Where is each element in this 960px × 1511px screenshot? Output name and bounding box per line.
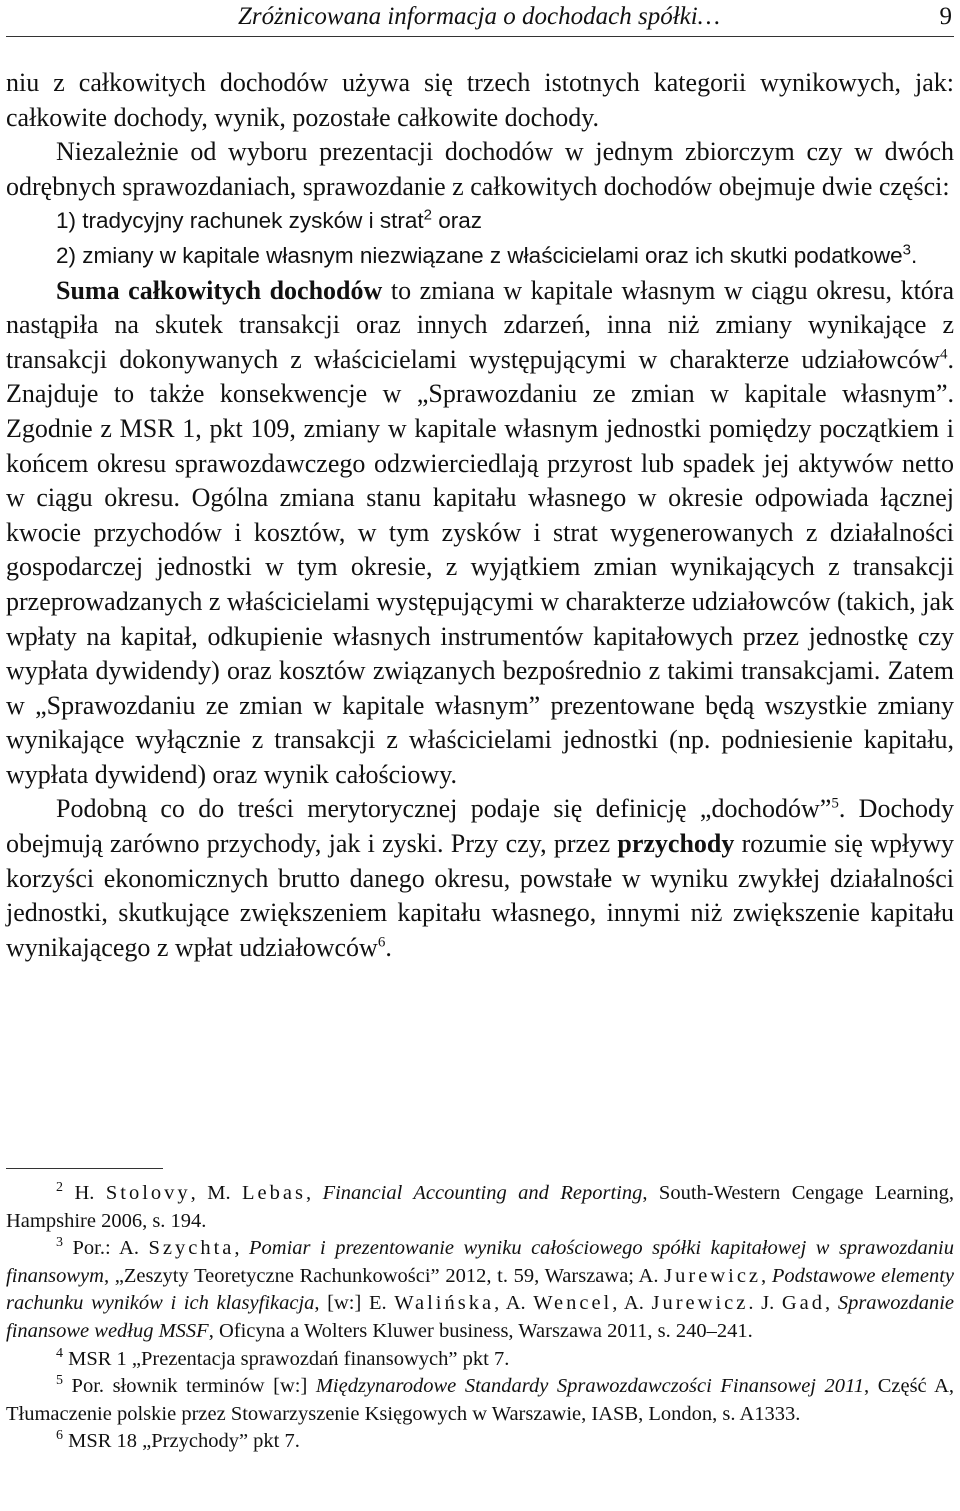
- author-name: Gad: [781, 1292, 826, 1315]
- list-item-2-tail: .: [910, 242, 918, 268]
- footnote-text: ,: [305, 1182, 323, 1204]
- footnote-6: [6, 1428, 954, 1456]
- footnote-4: [6, 1346, 954, 1374]
- footnote-number: 2: [56, 1180, 63, 1196]
- footnote-number: 5: [56, 1373, 63, 1389]
- footnote-ref-3: 3: [902, 241, 911, 259]
- author-name: Jurewicz: [664, 1264, 762, 1287]
- footnote-text: , A.: [612, 1292, 652, 1315]
- footnote-text: ,: [761, 1264, 772, 1287]
- paragraph-3-part-a: to zmiana w kapitale własnym w ciągu okresu, która nastąpiła na skutek transakcji oraz innych zdarzeń, inna niż zmiany wynikające z transakcji dokonywanych z właścicielami występującymi w charakterze udziałowców: [6, 275, 955, 374]
- footnote-ref-2: 2: [423, 206, 432, 224]
- footnote-text: , South-Western Cengage Learning, Hampshire 2006, s. 194.: [6, 1182, 955, 1232]
- footnote-2: [6, 1180, 954, 1235]
- paragraph-3: [6, 274, 954, 793]
- footnote-text: , Oficyna a Wolters Kluwer business, Warszawa 2011, s. 240–241.: [208, 1319, 753, 1342]
- term-suma-calkowitych-dochodow: Suma całkowitych dochodów: [56, 275, 383, 305]
- paragraph-4: [6, 792, 954, 965]
- footnote-ref-4: 4: [940, 346, 948, 363]
- author-name: Stolovy: [105, 1182, 191, 1204]
- footnote-rule: [6, 1168, 163, 1169]
- list-item-1: [6, 204, 954, 239]
- paragraph-2: Niezależnie od wyboru prezentacji dochodów w jednym zbiorczym czy w dwóch odrębnych sprawozdaniach, sprawozdanie z całkowitych dochodów obejmuje dwie części:: [6, 137, 954, 201]
- footnote-3: [6, 1235, 954, 1345]
- footnote-ref-5: 5: [831, 795, 839, 812]
- term-przychody: przychody: [617, 829, 735, 859]
- running-title: Zróżnicowana informacja o dochodach spółki…: [238, 3, 720, 30]
- list-item-2: [6, 239, 954, 274]
- paragraph-4-part-a: Podobną co do treści merytorycznej podaje się definicję „dochodów”: [56, 794, 832, 824]
- footnote-text: ,: [825, 1292, 838, 1315]
- footnote-text: , M.: [190, 1182, 243, 1204]
- footnote-number: 4: [56, 1345, 63, 1361]
- author-name: Jurewicz: [651, 1292, 749, 1315]
- footnote-text: MSR 1 „Prezentacja sprawozdań finansowych” pkt 7.: [63, 1347, 510, 1370]
- list-item-2-text: 2) zmiany w kapitale własnym niezwiązane z właścicielami oraz ich skutki podatkowe: [56, 242, 903, 268]
- footnote-text: Por. słownik terminów [w:]: [63, 1375, 316, 1398]
- header-rule: [6, 36, 954, 37]
- work-title: Sprawozdanie finansowe według MSSF: [6, 1292, 954, 1342]
- footnote-number: 6: [56, 1428, 63, 1444]
- page-number: 9: [939, 3, 952, 30]
- footnote-text: H.: [63, 1182, 106, 1204]
- paragraph-4-part-c: rozumie się wpływy korzyści ekonomicznych brutto danego okresu, powstałe w wyniku zwykłej działalności jednostki, skutkujące zwiększeniem kapitału własnego, innymi niż zwiększenie kapitału wynikającego z wpłat udziałowców: [6, 829, 955, 962]
- footnote-text: , [w:] E.: [314, 1292, 395, 1315]
- page-header: [0, 0, 960, 46]
- footnote-number: 3: [56, 1235, 63, 1251]
- paragraph-3-part-b: . Znajduje to także konsekwencje w „Sprawozdaniu ze zmian w kapitale własnym”. Zgodnie z MSR 1, pkt 109, zmiany w kapitale własnym jednostki pomiędzy początkiem i końcem okresu sprawozdawczego odzwierciedlają przyrost lub spadek jej aktywów netto w ciągu okresu. Ogólna zmiana stanu kapitału własnego w okresie odpowiada łącznej kwocie przychodów i kosztów, w tym zysków i strat wygenerowanych z działalności gospodarczej jednostki w tym okresie, z wyjątkiem zmian wynikających z transakcji przeprowadzanych z właścicielami występującymi w charakterze udziałowców (takich, jak wpłaty na kapitał, odkupienie własnych instrumentów kapitałowych przez jednostkę czy wypłata dywidendy) oraz kosztów związanych bezpośrednio z takimi transakcjami. Zatem w „Sprawozdaniu ze zmian w kapitale własnym” prezentowane będą wszystkie zmiany wynikające wyłącznie z transakcji z właścicielami jednostki (np. podniesienie kapitału, wypłata dywidend) oraz wynik całościowy.: [6, 344, 954, 789]
- list-item-1-tail: oraz: [431, 208, 482, 234]
- paragraph-4-part-b: . Dochody obejmują zarówno przychody, jak i zyski. Przy czy, przez: [6, 794, 954, 859]
- footnote-text: ,: [234, 1237, 249, 1260]
- work-title: Pomiar i prezentowanie wyniku całościowego spółki kapitałowej w sprawozdaniu finansowym: [6, 1237, 954, 1287]
- author-name: Lebas: [242, 1182, 306, 1204]
- paragraph-4-part-d: .: [385, 932, 392, 962]
- footnote-text: , A.: [494, 1292, 534, 1315]
- body-text: [6, 66, 954, 965]
- work-title: Międzynarodowe Standardy Sprawozdawczości Finansowej 2011: [315, 1375, 865, 1398]
- work-title: Financial Accounting and Reporting: [322, 1182, 643, 1204]
- footnote-text: , Część A, Tłumaczenie polskie przez Stowarzyszenie Księgowych w Warszawie, IASB, London, s. A1333.: [6, 1375, 954, 1425]
- footnote-5: [6, 1373, 954, 1428]
- footnotes: [6, 1180, 954, 1456]
- footnote-text: . J.: [748, 1292, 782, 1315]
- author-name: Walińska: [394, 1292, 495, 1315]
- list-item-1-text: 1) tradycyjny rachunek zysków i strat: [56, 208, 424, 234]
- work-title: Podstawowe elementy rachunku wyników i ich klasyfikacja: [6, 1264, 955, 1315]
- footnote-ref-6: 6: [377, 934, 386, 951]
- author-name: Wencel: [533, 1292, 613, 1315]
- footnote-text: MSR 18 „Przychody” pkt 7.: [63, 1430, 300, 1453]
- paragraph-1: niu z całkowitych dochodów używa się trzech istotnych kategorii wynikowych, jak: całkowite dochody, wynik, pozostałe całkowite dochody.: [6, 68, 954, 132]
- author-name: Szychta: [148, 1237, 235, 1260]
- footnote-text: , „Zeszyty Teoretyczne Rachunkowości” 2012, t. 59, Warszawa; A.: [103, 1264, 665, 1287]
- footnote-text: Por.: A.: [63, 1237, 149, 1260]
